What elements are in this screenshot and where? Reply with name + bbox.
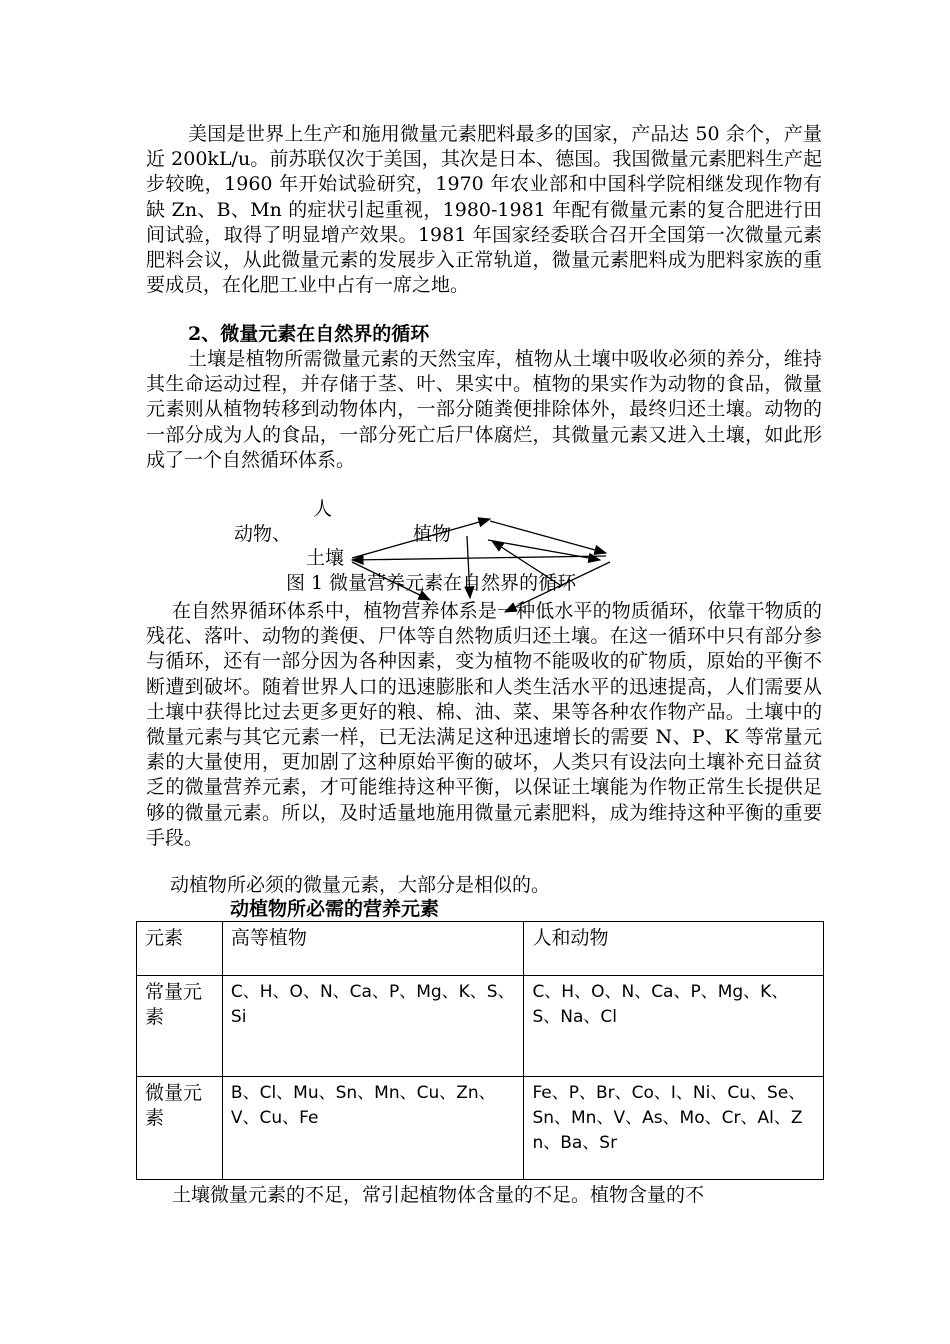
table-header-row xyxy=(137,922,824,976)
arrow-top-to-right xyxy=(490,521,606,553)
arrow-lower-up xyxy=(492,541,560,585)
diagram-label-plant: 植物 xyxy=(413,523,452,545)
arrow-plant-down xyxy=(467,536,470,598)
nutrient-elements-table xyxy=(136,921,824,1180)
cell-micro-human-animal: Fe、P、Br、Co、I、Ni、Cu、Se、Sn、Mn、V、As、Mo、Cr、Al、Zn、Ba、Sr xyxy=(524,1077,824,1180)
paragraph-similar-elements: 动植物所必须的微量元素，大部分是相似的。 xyxy=(170,874,551,896)
cell-macro-human-animal: C、H、O、N、Ca、P、Mg、K、S、Na、Cl xyxy=(524,976,824,1077)
arrow-to-soil xyxy=(352,556,606,560)
header-cell-higher-plants: 高等植物 xyxy=(222,922,524,976)
section-heading-cycle: 2、微量元素在自然界的循环 xyxy=(188,323,430,345)
table-row-macro xyxy=(137,976,824,1077)
paragraph-fertilizer-history: 美国是世界上生产和施用微量元素肥料最多的国家，产品达 50 余个，产量近 200kL/u。前苏联仅次于美国，其次是日本、德国。我国微量元素肥料生产起步较晚，1960 年开始试验研究，1970 年农业部和中国科学院相继发现作物有缺 Zn、B、Mn 的症状引起重视，1980-1981 年配有微量元素的复合肥进行田间试验，取得了明显增产效果。1981 年国家经委联合召开全国第一次微量元素肥料会议，从此微量元素的发展步入正常轨道，微量元素肥料成为肥料家族的重要成员，在化肥工业中占有一席之地。 xyxy=(146,123,822,297)
arrow-soil-to-lower xyxy=(352,562,430,600)
diagram-label-human: 人 xyxy=(313,498,333,520)
table-row-micro xyxy=(137,1077,824,1180)
arrow-soil-to-upper-right xyxy=(352,519,490,558)
paragraph-natural-cycle: 在自然界循环体系中，植物营养体系是一种低水平的物质循环，依靠干物质的残花、落叶、动物的粪便、尸体等自然物质归还土壤。在这一循环中只有部分参与循环，还有一部分因为各种因素，变为植物不能吸收的矿物质，原始的平衡不断遭到破坏。随着世界人口的迅速膨胀和人类生活水平的迅速提高，人们需要从土壤中获得比过去更多更好的粮、棉、油、菜、果等各种农作物产品。土壤中的微量元素与其它元素一样，已无法满足这种迅速增长的需要 N、P、K 等常量元素的大量使用，更加剧了这种原始平衡的破坏，人类只有设法向土壤补充日益贫乏的微量营养元素，才可能维持这种平衡，以保证土壤能为作物正常生长提供足够的微量元素。所以，及时适量地施用微量元素肥料，成为维持这种平衡的重要手段。 xyxy=(146,600,822,849)
header-cell-element: 元素 xyxy=(137,922,223,976)
diagram-caption: 图 1 微量营养元素在自然界的循环 xyxy=(286,572,577,594)
diagram-label-soil: 土壤 xyxy=(306,547,345,569)
paragraph-soil-cycle: 土壤是植物所需微量元素的天然宝库，植物从土壤中吸收必须的养分，维持其生命运动过程，并存储于茎、叶、果实中。植物的果实作为动物的食品，微量元素则从植物转移到动物体内，一部分随粪便排除体外，最终归还土壤。动物的一部分成为人的食品，一部分死亡后尸体腐烂，其微量元素又进入土壤，如此形成了一个自然循环体系。 xyxy=(146,348,822,471)
row-label-micro: 微量元素 xyxy=(137,1077,223,1180)
row-label-macro: 常量元素 xyxy=(137,976,223,1077)
cell-micro-plants: B、Cl、Mu、Sn、Mn、Cu、Zn、V、Cu、Fe xyxy=(222,1077,524,1180)
paragraph-soil-deficiency: 土壤微量元素的不足，常引起植物体含量的不足。植物含量的不 xyxy=(172,1184,705,1206)
diagram-label-animal: 动物、 xyxy=(234,523,292,545)
header-cell-human-animal: 人和动物 xyxy=(524,922,824,976)
cell-macro-plants: C、H、O、N、Ca、P、Mg、K、S、Si xyxy=(222,976,524,1077)
table-title: 动植物所必需的营养元素 xyxy=(230,898,440,920)
